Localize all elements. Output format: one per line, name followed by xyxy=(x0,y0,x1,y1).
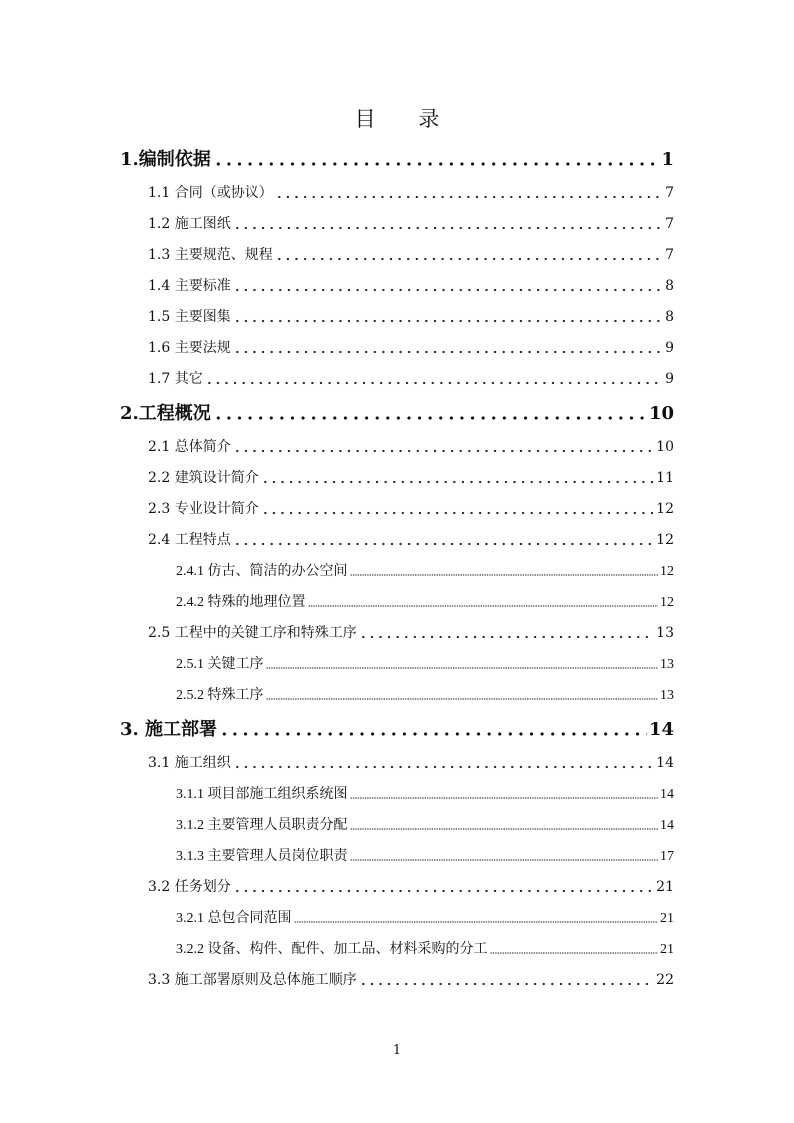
dot-leader xyxy=(359,982,654,986)
toc-entry-page: 12 xyxy=(656,501,674,517)
toc-entry[interactable] xyxy=(120,525,674,556)
toc-entry[interactable] xyxy=(120,556,674,587)
dot-leader xyxy=(233,449,654,453)
dot-leader xyxy=(233,288,663,292)
toc-entry-label: 2.1 总体简介 xyxy=(148,439,231,455)
dot-leader xyxy=(275,195,663,199)
toc-entry-label: 3. 施工部署 xyxy=(120,719,218,740)
dot-leader xyxy=(233,226,663,230)
toc-entry-label: 2.5.2 特殊工序 xyxy=(176,688,264,703)
toc-entry[interactable] xyxy=(120,587,674,618)
toc-entry-page: 9 xyxy=(665,340,674,356)
toc-entry[interactable] xyxy=(120,494,674,525)
toc-entry[interactable] xyxy=(120,141,674,178)
toc-entry[interactable] xyxy=(120,810,674,841)
table-of-contents xyxy=(120,141,674,996)
toc-entry-label: 1.1 合同（或协议） xyxy=(148,185,273,201)
toc-entry-page: 17 xyxy=(660,849,674,864)
toc-entry-page: 21 xyxy=(656,879,674,895)
toc-entry-page: 12 xyxy=(660,595,674,610)
toc-entry-label: 2.2 建筑设计简介 xyxy=(148,470,259,486)
toc-entry-page: 13 xyxy=(660,657,674,672)
toc-entry-page: 14 xyxy=(660,787,674,802)
toc-entry-label: 1.2 施工图纸 xyxy=(148,216,231,232)
dot-leader xyxy=(233,319,663,323)
dot-leader xyxy=(233,350,663,354)
toc-entry[interactable] xyxy=(120,209,674,240)
toc-entry-page: 1 xyxy=(661,149,674,170)
toc-entry-label: 2.4 工程特点 xyxy=(148,532,231,548)
toc-entry-label: 3.1.2 主要管理人员职责分配 xyxy=(176,818,348,833)
toc-entry[interactable] xyxy=(120,463,674,494)
toc-entry-page: 11 xyxy=(656,470,674,486)
toc-entry-label: 2.3 专业设计简介 xyxy=(148,501,259,517)
toc-entry-label: 3.1.1 项目部施工组织系统图 xyxy=(176,787,348,802)
dot-leader xyxy=(308,605,659,607)
toc-entry-label: 2.5.1 关键工序 xyxy=(176,657,264,672)
dot-leader xyxy=(213,416,647,420)
toc-entry-label: 3.3 施工部署原则及总体施工顺序 xyxy=(148,972,357,988)
toc-entry-page: 13 xyxy=(660,688,674,703)
toc-entry-page: 21 xyxy=(660,911,674,926)
toc-entry[interactable] xyxy=(120,903,674,934)
dot-leader xyxy=(205,381,663,385)
toc-entry[interactable] xyxy=(120,364,674,395)
toc-entry-label: 2.4.1 仿古、简洁的办公空间 xyxy=(176,564,348,579)
toc-entry-page: 14 xyxy=(660,818,674,833)
toc-entry-label: 3.2 任务划分 xyxy=(148,879,231,895)
dot-leader xyxy=(350,828,659,830)
toc-entry-page: 21 xyxy=(660,942,674,957)
dot-leader xyxy=(261,480,654,484)
dot-leader xyxy=(233,542,654,546)
toc-entry-label: 2.5 工程中的关键工序和特殊工序 xyxy=(148,625,357,641)
dot-leader xyxy=(233,765,654,769)
dot-leader xyxy=(219,732,647,736)
toc-entry[interactable] xyxy=(120,432,674,463)
dot-leader xyxy=(261,511,654,515)
dot-leader xyxy=(350,859,659,861)
toc-entry-page: 7 xyxy=(665,216,674,232)
toc-entry[interactable] xyxy=(120,872,674,903)
toc-entry-label: 3.2.1 总包合同范围 xyxy=(176,911,292,926)
toc-entry[interactable] xyxy=(120,680,674,711)
toc-entry-label: 3.1 施工组织 xyxy=(148,755,231,771)
toc-entry[interactable] xyxy=(120,649,674,680)
toc-entry[interactable] xyxy=(120,779,674,810)
toc-entry-page: 12 xyxy=(656,532,674,548)
dot-leader xyxy=(490,952,659,954)
toc-entry-page: 9 xyxy=(665,371,674,387)
toc-entry-page: 7 xyxy=(665,185,674,201)
page-title: 目 录 xyxy=(354,107,458,131)
toc-entry[interactable] xyxy=(120,711,674,748)
toc-entry-label: 3.2.2 设备、构件、配件、加工品、材料采购的分工 xyxy=(176,942,488,957)
dot-leader xyxy=(350,574,659,576)
toc-entry-label: 2.工程概况 xyxy=(120,403,211,424)
toc-entry-page: 7 xyxy=(665,247,674,263)
page-number: 1 xyxy=(392,1043,402,1058)
toc-entry-page: 8 xyxy=(665,278,674,294)
toc-entry-label: 1.6 主要法规 xyxy=(148,340,231,356)
toc-entry[interactable] xyxy=(120,178,674,209)
dot-leader xyxy=(359,635,654,639)
toc-entry[interactable] xyxy=(120,240,674,271)
toc-entry-label: 1.7 其它 xyxy=(148,371,203,387)
dot-leader xyxy=(266,667,659,669)
toc-entry[interactable] xyxy=(120,395,674,432)
toc-entry-page: 10 xyxy=(648,403,674,424)
toc-entry-page: 10 xyxy=(656,439,674,455)
toc-entry[interactable] xyxy=(120,333,674,364)
dot-leader xyxy=(233,889,654,893)
toc-entry[interactable] xyxy=(120,965,674,996)
toc-entry-label: 1.4 主要标准 xyxy=(148,278,231,294)
toc-entry[interactable] xyxy=(120,618,674,649)
toc-entry-page: 13 xyxy=(656,625,674,641)
toc-entry-page: 14 xyxy=(656,755,674,771)
toc-entry[interactable] xyxy=(120,271,674,302)
toc-entry-label: 2.4.2 特殊的地理位置 xyxy=(176,595,306,610)
toc-entry-label: 1.5 主要图集 xyxy=(148,309,231,325)
dot-leader xyxy=(350,797,659,799)
toc-entry[interactable] xyxy=(120,302,674,333)
toc-entry-page: 12 xyxy=(660,564,674,579)
toc-entry-label: 1.3 主要规范、规程 xyxy=(148,247,273,263)
dot-leader xyxy=(294,921,659,923)
dot-leader xyxy=(275,257,663,261)
toc-entry[interactable] xyxy=(120,934,674,965)
toc-entry[interactable] xyxy=(120,748,674,779)
toc-entry-page: 14 xyxy=(648,719,674,740)
toc-entry[interactable] xyxy=(120,841,674,872)
toc-entry-page: 22 xyxy=(656,972,674,988)
toc-entry-label: 3.1.3 主要管理人员岗位职责 xyxy=(176,849,348,864)
dot-leader xyxy=(213,162,660,166)
toc-entry-label: 1.编制依据 xyxy=(120,149,211,170)
toc-entry-page: 8 xyxy=(665,309,674,325)
dot-leader xyxy=(266,698,659,700)
